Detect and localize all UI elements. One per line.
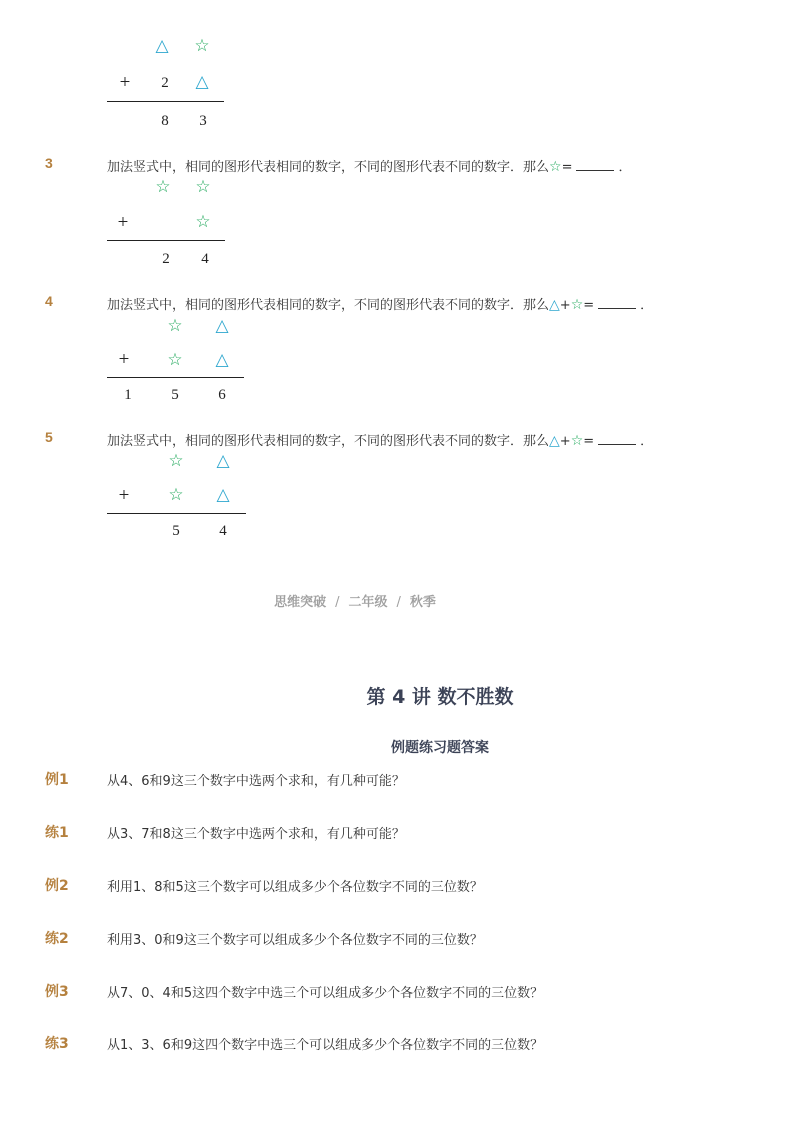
sum-line <box>107 377 244 378</box>
question-text <box>107 430 653 449</box>
practice-label: 练1 <box>45 825 69 841</box>
example-text: 从7、0、4和5这四个数字中选三个可以组成多少个各位数字不同的三位数？ <box>107 986 544 1001</box>
star-icon: ☆ <box>168 451 184 471</box>
practice-label: 练3 <box>45 1036 69 1052</box>
plus-sign: + <box>118 349 130 370</box>
star-icon: ☆ <box>195 177 211 197</box>
plus-sign: + <box>119 72 131 93</box>
star-icon: ☆ <box>167 350 183 370</box>
triangle-icon: △ <box>155 36 169 56</box>
practice-text: 从1、3、6和9这四个数字中选三个可以组成多少个各位数字不同的三位数？ <box>107 1038 544 1053</box>
star-icon: ☆ <box>167 316 183 336</box>
equals-sign: = <box>583 434 595 449</box>
question-text <box>107 294 653 313</box>
footer-grade: 二年级 <box>348 595 388 610</box>
question-number: 3 <box>45 155 53 171</box>
result-digit: 1 <box>124 387 132 403</box>
equals-sign: = <box>561 160 573 175</box>
star-icon: ☆ <box>155 177 171 197</box>
practice-text: 利用3、0和9这三个数字可以组成多少个各位数字不同的三位数？ <box>107 933 483 948</box>
question-text <box>107 156 632 175</box>
result-digit: 6 <box>218 387 226 403</box>
period: ． <box>640 434 654 449</box>
sum-line <box>107 240 225 241</box>
question-number: 5 <box>45 429 53 445</box>
plus-operator: + <box>559 434 571 449</box>
answer-blank <box>576 160 614 171</box>
question-statement: 加法竖式中，相同的图形代表相同的数字，不同的图形代表不同的数字．那么 <box>107 434 550 449</box>
triangle-icon: △ <box>215 350 229 370</box>
triangle-icon: △ <box>216 485 230 505</box>
footer-separator: / <box>335 595 340 610</box>
star-icon: ☆ <box>195 212 211 232</box>
practice-label: 练2 <box>45 931 69 947</box>
footer-term: 秋季 <box>409 595 436 610</box>
result-digit: 4 <box>201 251 209 267</box>
answer-blank <box>598 298 636 309</box>
example-text: 利用1、8和5这三个数字可以组成多少个各位数字不同的三位数？ <box>107 880 483 895</box>
triangle-icon: △ <box>216 451 230 471</box>
triangle-icon: △ <box>549 297 560 313</box>
triangle-icon: △ <box>549 433 560 449</box>
sum-line <box>107 513 246 514</box>
example-label: 例3 <box>45 984 69 1000</box>
sum-line <box>107 101 224 102</box>
equals-sign: = <box>583 298 595 313</box>
page-footer <box>0 591 710 610</box>
period: ． <box>640 298 654 313</box>
footer-separator: / <box>396 595 401 610</box>
question-statement: 加法竖式中，相同的图形代表相同的数字，不同的图形代表不同的数字．那么 <box>107 298 550 313</box>
plus-sign: + <box>117 212 129 233</box>
addend-digit: 2 <box>161 75 169 91</box>
result-digit: 8 <box>161 113 169 129</box>
practice-text: 从3、7和8这三个数字中选两个求和，有几种可能？ <box>107 827 405 842</box>
star-icon: ☆ <box>194 36 210 56</box>
example-text: 从4、6和9这三个数字中选两个求和，有几种可能？ <box>107 774 405 789</box>
triangle-icon: △ <box>215 316 229 336</box>
plus-operator: + <box>559 298 571 313</box>
question-statement: 加法竖式中，相同的图形代表相同的数字，不同的图形代表不同的数字．那么 <box>107 160 550 175</box>
result-digit: 5 <box>172 523 180 539</box>
plus-sign: + <box>118 485 130 506</box>
result-digit: 3 <box>199 113 207 129</box>
result-digit: 2 <box>162 251 170 267</box>
star-icon: ☆ <box>549 159 562 175</box>
footer-series: 思维突破 <box>274 595 327 610</box>
example-label: 例2 <box>45 878 69 894</box>
period: ． <box>618 160 632 175</box>
star-icon: ☆ <box>168 485 184 505</box>
question-number: 4 <box>45 293 53 309</box>
triangle-icon: △ <box>195 72 209 92</box>
result-digit: 5 <box>171 387 179 403</box>
section-title: 例题练习题答案 <box>391 740 489 756</box>
star-icon: ☆ <box>570 433 584 449</box>
lecture-title: 第 4 讲 数不胜数 <box>366 686 514 708</box>
result-digit: 4 <box>219 523 227 539</box>
star-icon: ☆ <box>570 297 584 313</box>
answer-blank <box>598 434 636 445</box>
example-label: 例1 <box>45 772 69 788</box>
